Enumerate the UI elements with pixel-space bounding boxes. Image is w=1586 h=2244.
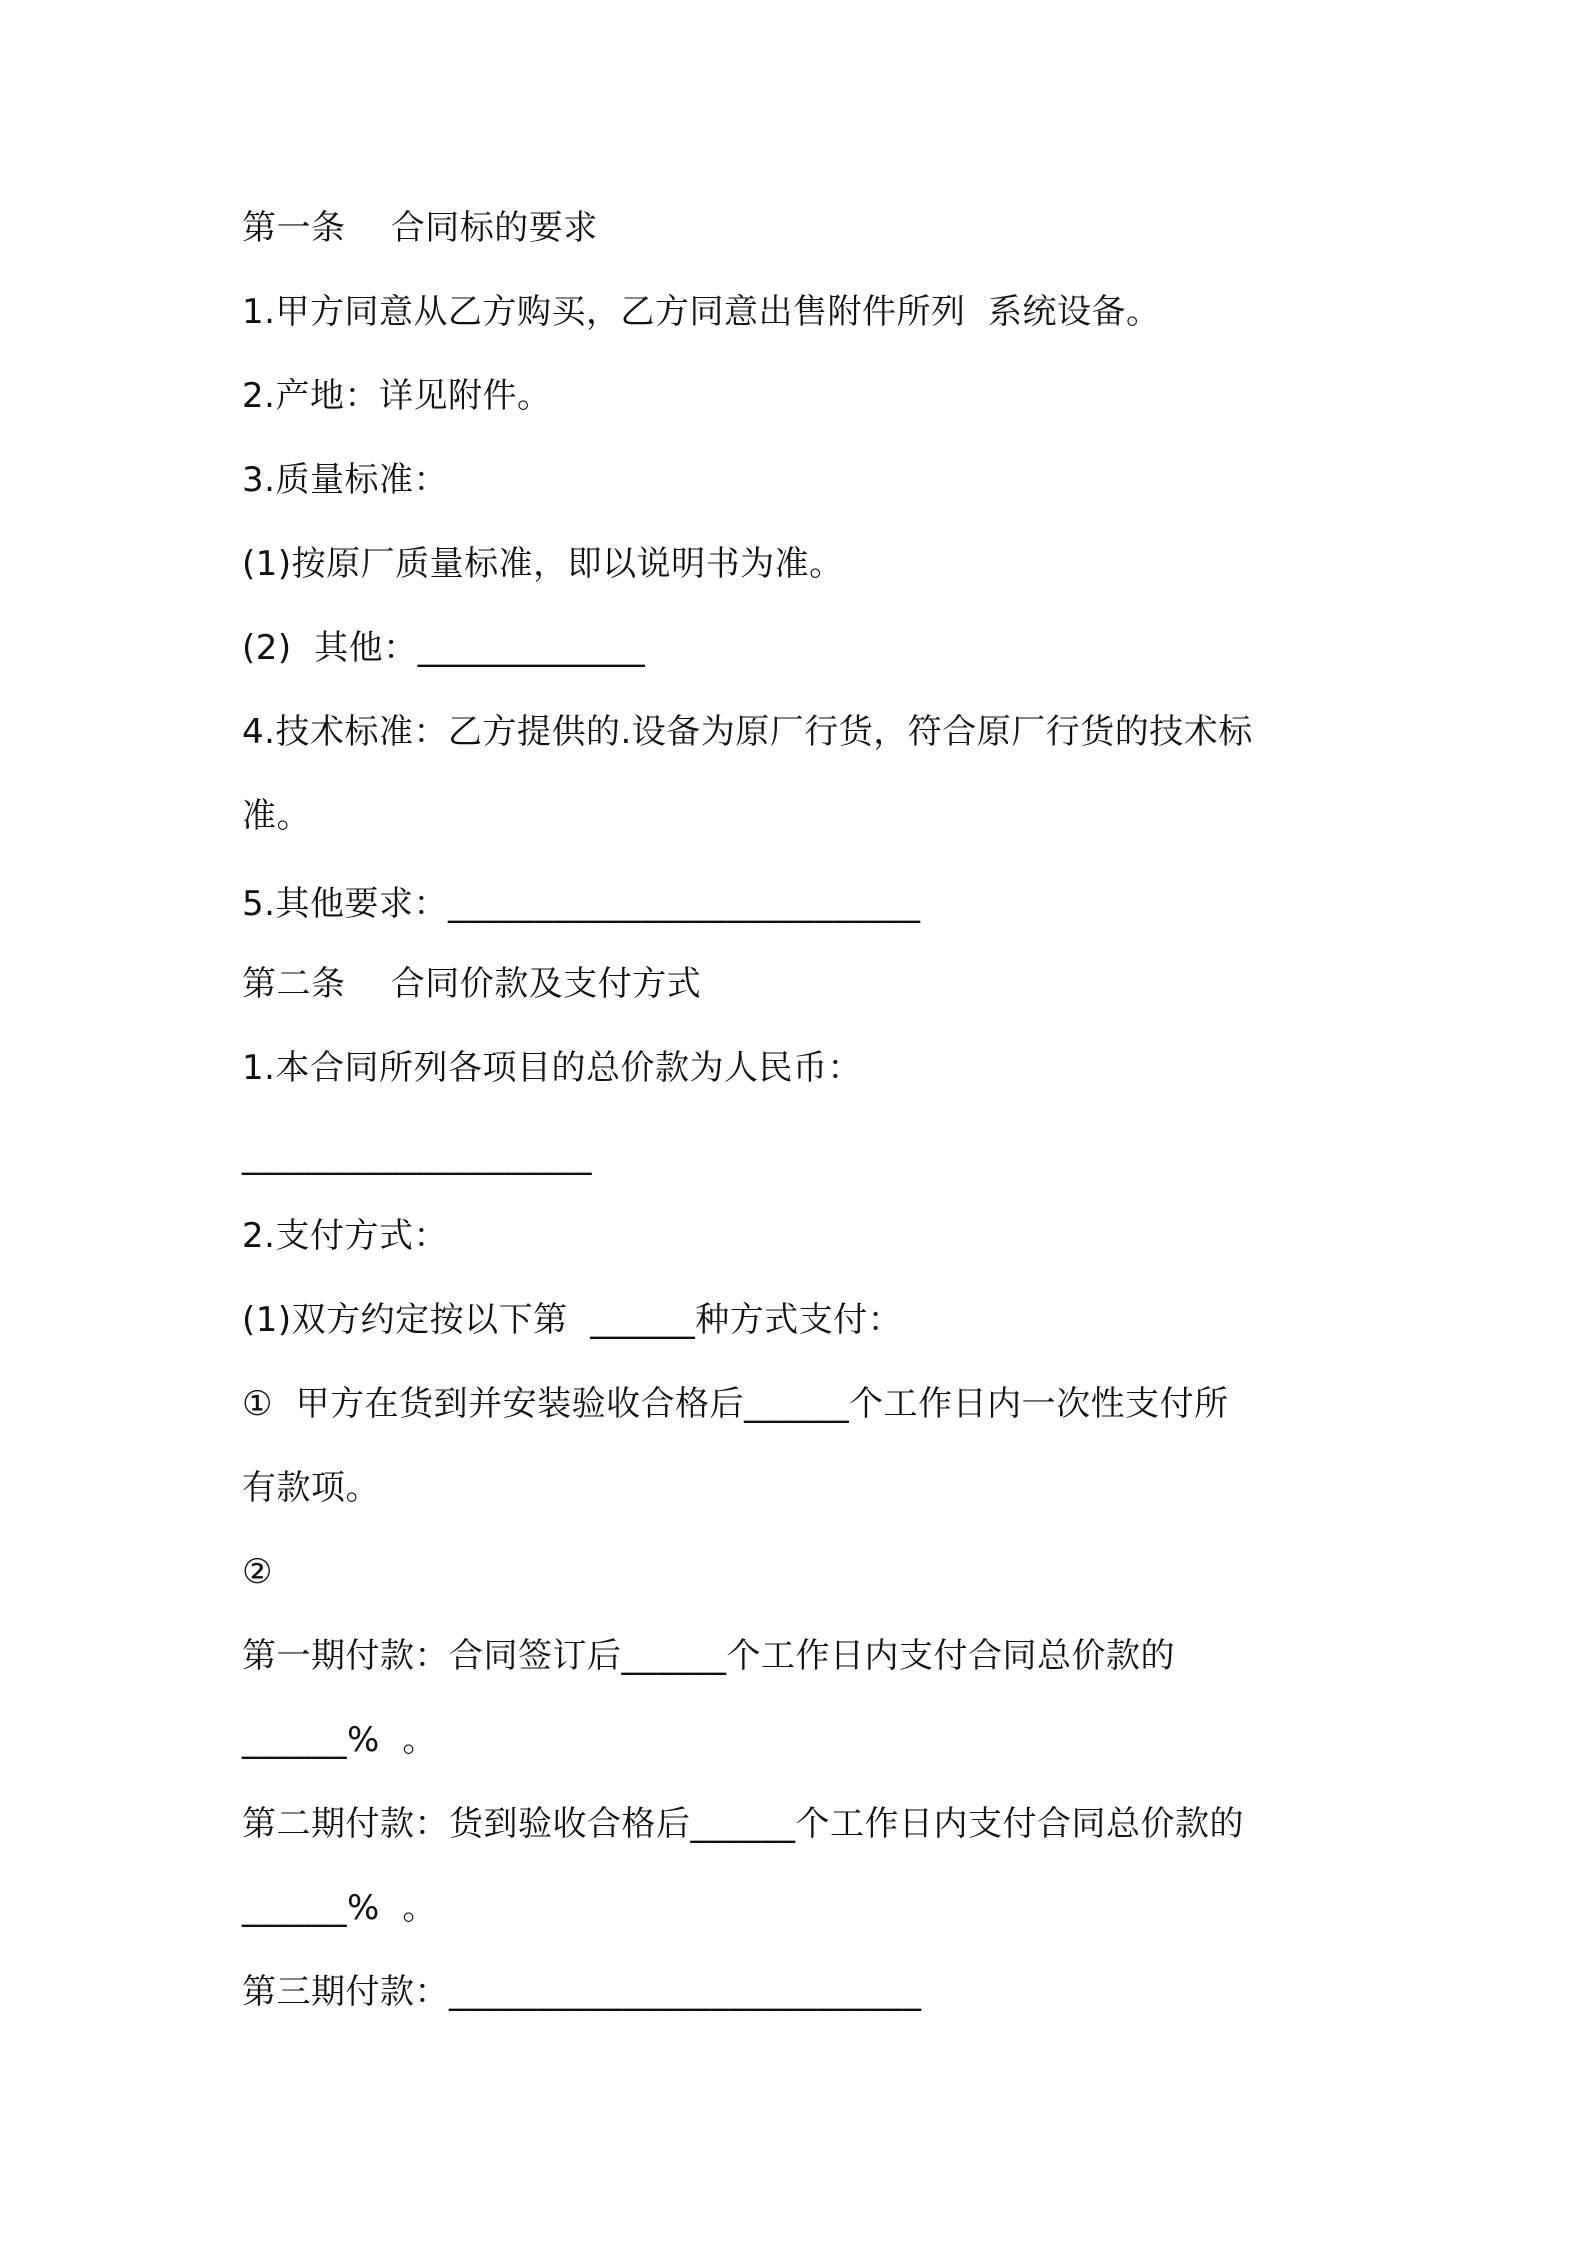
clause-2-2: 2.支付方式： [242,1216,448,1256]
clause-2-2-1: (1)双方约定按以下第 ______种方式支付： [242,1300,903,1340]
installment-1-cont: ______% 。 [242,1720,437,1760]
clause-1-3: 3.质量标准： [242,460,448,500]
clause-1-4-cont: 准。 [242,796,311,836]
clause-1-5: 5.其他要求：___________________________ [242,884,921,924]
section-heading-1: 第一条 合同标的要求 [242,208,598,248]
clause-2-1: 1.本合同所列各项目的总价款为人民币： [242,1048,862,1088]
payment-option-1: ① 甲方在货到并安装验收合格后______个工作日内一次性支付所 [242,1384,1229,1424]
clause-1-3-1: (1)按原厂质量标准，即以说明书为准。 [242,544,844,584]
payment-option-1-cont: 有款项。 [242,1468,380,1508]
installment-2-cont: ______% 。 [242,1888,437,1928]
clause-1-3-2: (2) 其他：_____________ [242,628,646,668]
installment-1: 第一期付款：合同签订后______个工作日内支付合同总价款的 [242,1636,1175,1676]
installment-2: 第二期付款：货到验收合格后______个工作日内支付合同总价款的 [242,1804,1244,1844]
clause-1-4: 4.技术标准：乙方提供的.设备为原厂行货，符合原厂行货的技术标 [242,712,1253,752]
clause-1-1: 1.甲方同意从乙方购买，乙方同意出售附件所列 系统设备。 [242,292,1161,332]
installment-3: 第三期付款：___________________________ [242,1972,922,2012]
payment-option-2: ② [242,1552,273,1592]
clause-1-2: 2.产地：详见附件。 [242,376,552,416]
clause-2-1-blank: ____________________ [242,1136,592,1176]
section-heading-2: 第二条 合同价款及支付方式 [242,964,702,1004]
